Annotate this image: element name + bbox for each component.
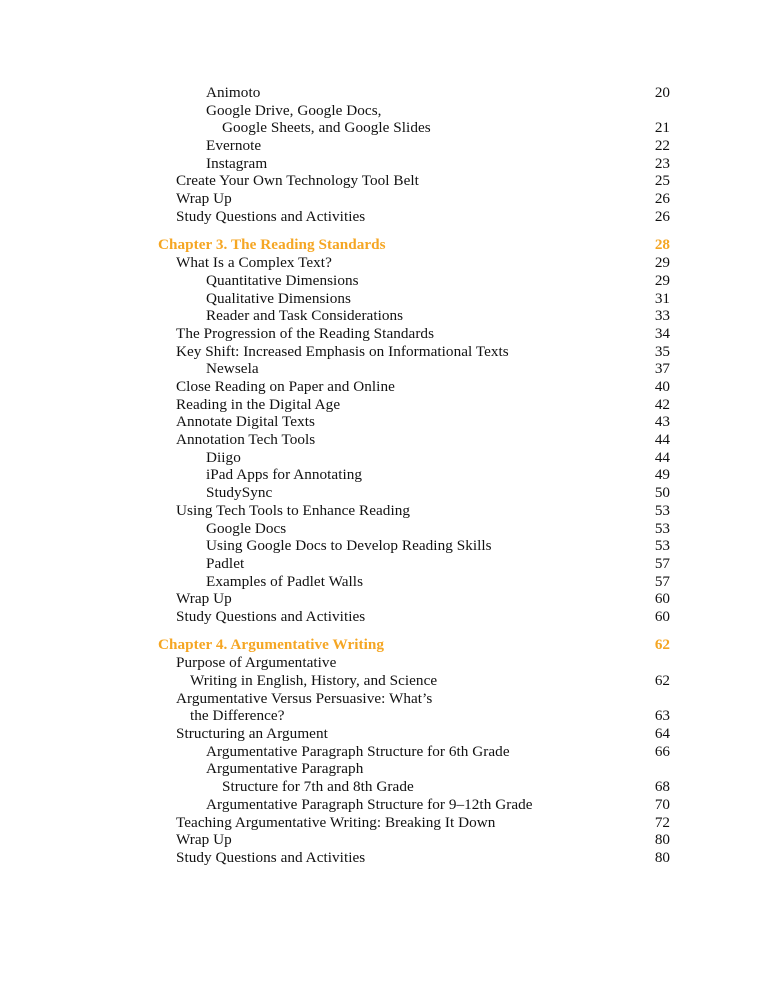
toc-entry-page-number: 40 [654,378,670,395]
toc-entry-label: Study Questions and Activities [176,607,366,625]
toc-entry-page-number: 53 [654,537,670,555]
toc-entry-page-number: 70 [654,795,670,813]
toc-entry-row[interactable] [158,537,670,555]
toc-entry-row[interactable] [158,137,670,155]
toc-entry-row[interactable] [158,155,670,173]
toc-entry-row[interactable] [158,343,670,361]
toc-entry-page-number: 44 [654,448,670,466]
toc-entry-row[interactable] [158,102,670,120]
toc-entry-row[interactable] [158,707,670,725]
toc-entry-row[interactable] [158,654,670,672]
toc-entry-label: StudySync [206,484,273,502]
toc-entry-label: Diigo [206,448,241,466]
toc-chapter-page-number: 62 [654,635,670,653]
toc-entry-label: Structure for 7th and 8th Grade [222,778,414,796]
toc-entry-label: Purpose of Argumentative [176,654,337,672]
toc-entry-label: Padlet [206,554,245,572]
toc-entry-row[interactable] [158,502,670,520]
toc-entry-label: Examples of Padlet Walls [206,572,364,590]
toc-entry-row[interactable] [158,849,670,867]
toc-entry-page-number: 80 [654,831,670,849]
toc-entry-label: Newsela [206,360,259,378]
toc-entry-page-number: 25 [654,172,670,190]
toc-entry-label: Writing in English, History, and Science [190,672,438,689]
toc-entry-page-number: 60 [654,590,670,608]
toc-entry-page-number: 29 [654,271,670,289]
toc-entry-label: Argumentative Paragraph Structure for 9–12th Grade [206,795,533,813]
toc-entry-page-number: 31 [654,289,670,307]
toc-chapter-page-number: 28 [654,235,670,253]
toc-entry-page-number: 29 [654,254,670,272]
toc-entry-row[interactable] [158,743,670,761]
toc-entry-label: The Progression of the Reading Standards [176,324,435,342]
toc-entry-row[interactable] [158,272,670,290]
toc-entry-page-number: 57 [654,572,670,590]
toc-entry-page-number: 26 [654,190,670,208]
toc-entry-page-number: 72 [654,813,670,831]
toc-entry-label: Argumentative Versus Persuasive: What’s [176,689,433,707]
toc-entry-label: Using Google Docs to Develop Reading Skills [206,537,492,555]
toc-entry-label: Quantitative Dimensions [206,271,359,289]
toc-entry-row[interactable] [158,254,670,272]
toc-entry-page-number: 53 [654,501,670,519]
toc-entry-row[interactable] [158,814,670,832]
toc-entry-row[interactable] [158,360,670,378]
toc-entry-page-number: 43 [654,413,670,431]
toc-entry-page-number: 64 [654,725,670,743]
toc-entry-row[interactable] [158,796,670,814]
toc-entry-label: Annotation Tech Tools [176,431,316,449]
toc-entry-label: Reading in the Digital Age [176,395,341,413]
toc-entry-page-number: 22 [654,137,670,155]
toc-entry-row[interactable] [158,760,670,778]
toc-entry-row[interactable] [158,831,670,849]
toc-entry-label: Structuring an Argument [176,725,328,743]
toc-entry-row[interactable] [158,325,670,343]
toc-entry-label: Instagram [206,154,268,172]
toc-entry-label: Argumentative Paragraph [206,760,364,778]
toc-entry-row[interactable] [158,555,670,573]
table-of-contents-list [158,84,670,867]
toc-entry-label: Google Docs [206,519,287,537]
toc-entry-label: iPad Apps for Annotating [206,466,363,484]
toc-entry-page-number: 35 [654,342,670,360]
toc-entry-page-number: 26 [654,207,670,225]
toc-entry-row[interactable] [158,378,670,396]
toc-entry-page-number: 33 [654,307,670,325]
toc-entry-label: Study Questions and Activities [176,848,366,866]
toc-entry-page-number: 23 [654,154,670,172]
toc-entry-row[interactable] [158,208,670,226]
toc-entry-page-number: 57 [654,554,670,572]
toc-entry-row[interactable] [158,413,670,431]
toc-entry-label: Google Sheets, and Google Slides [222,119,431,137]
toc-entry-row[interactable] [158,449,670,467]
toc-entry-row[interactable] [158,290,670,308]
toc-entry-label: Google Drive, Google Docs, [206,101,382,119]
toc-entry-row[interactable] [158,608,670,626]
toc-entry-row[interactable] [158,190,670,208]
toc-entry-row[interactable] [158,172,670,190]
toc-entry-page-number: 62 [654,672,670,689]
toc-entry-row[interactable] [158,778,670,796]
toc-entry-page-number: 42 [654,395,670,413]
toc-entry-label: Annotate Digital Texts [176,413,315,431]
toc-chapter-label: Chapter 3. The Reading Standards [158,235,386,253]
toc-entry-row[interactable] [158,431,670,449]
toc-entry-page-number: 49 [654,466,670,484]
toc-entry-label: Argumentative Paragraph Structure for 6th Grade [206,742,510,760]
toc-entry-page-number: 21 [654,119,670,137]
toc-entry-label: Reader and Task Considerations [206,307,404,325]
toc-entry-page-number: 34 [654,324,670,342]
toc-entry-page-number: 66 [654,742,670,760]
toc-entry-row[interactable] [158,466,670,484]
toc-entry-label: Wrap Up [176,190,232,208]
toc-entry-label: Key Shift: Increased Emphasis on Informational Texts [176,342,509,360]
toc-entry-page-number: 68 [654,778,670,796]
toc-entry-row[interactable] [158,520,670,538]
toc-entry-row[interactable] [158,690,670,708]
toc-entry-label: Wrap Up [176,831,232,849]
toc-entry-label: Qualitative Dimensions [206,289,351,307]
toc-entry-row[interactable] [158,84,670,102]
toc-entry-label: Study Questions and Activities [176,207,366,225]
toc-entry-row[interactable] [158,484,670,502]
toc-entry-page-number: 20 [654,84,670,101]
toc-entry-page-number: 53 [654,519,670,537]
toc-entry-row[interactable] [158,119,670,137]
toc-entry-row[interactable] [158,672,670,690]
toc-entry-row[interactable] [158,590,670,608]
toc-entry-row[interactable] [158,725,670,743]
toc-entry-label: Create Your Own Technology Tool Belt [176,172,419,190]
toc-entry-label: Wrap Up [176,590,232,608]
toc-entry-page-number: 63 [654,707,670,725]
toc-chapter-row[interactable] [158,236,670,254]
toc-entry-page-number: 44 [654,431,670,449]
toc-chapter-label: Chapter 4. Argumentative Writing [158,635,385,653]
toc-entry-page-number: 60 [654,607,670,625]
toc-entry-label: Using Tech Tools to Enhance Reading [176,501,411,519]
toc-entry-page-number: 37 [654,360,670,378]
toc-entry-label: Evernote [206,137,262,155]
toc-entry-page-number: 50 [654,484,670,502]
toc-entry-row[interactable] [158,396,670,414]
toc-chapter-row[interactable] [158,636,670,654]
toc-entry-row[interactable] [158,573,670,591]
toc-entry-label: Close Reading on Paper and Online [176,378,395,395]
toc-entry-label: What Is a Complex Text? [176,254,332,272]
toc-entry-label: the Difference? [190,707,285,725]
toc-entry-label: Animoto [206,84,261,101]
toc-entry-label: Teaching Argumentative Writing: Breaking It Down [176,813,496,831]
toc-entry-page-number: 80 [654,848,670,866]
toc-entry-row[interactable] [158,307,670,325]
